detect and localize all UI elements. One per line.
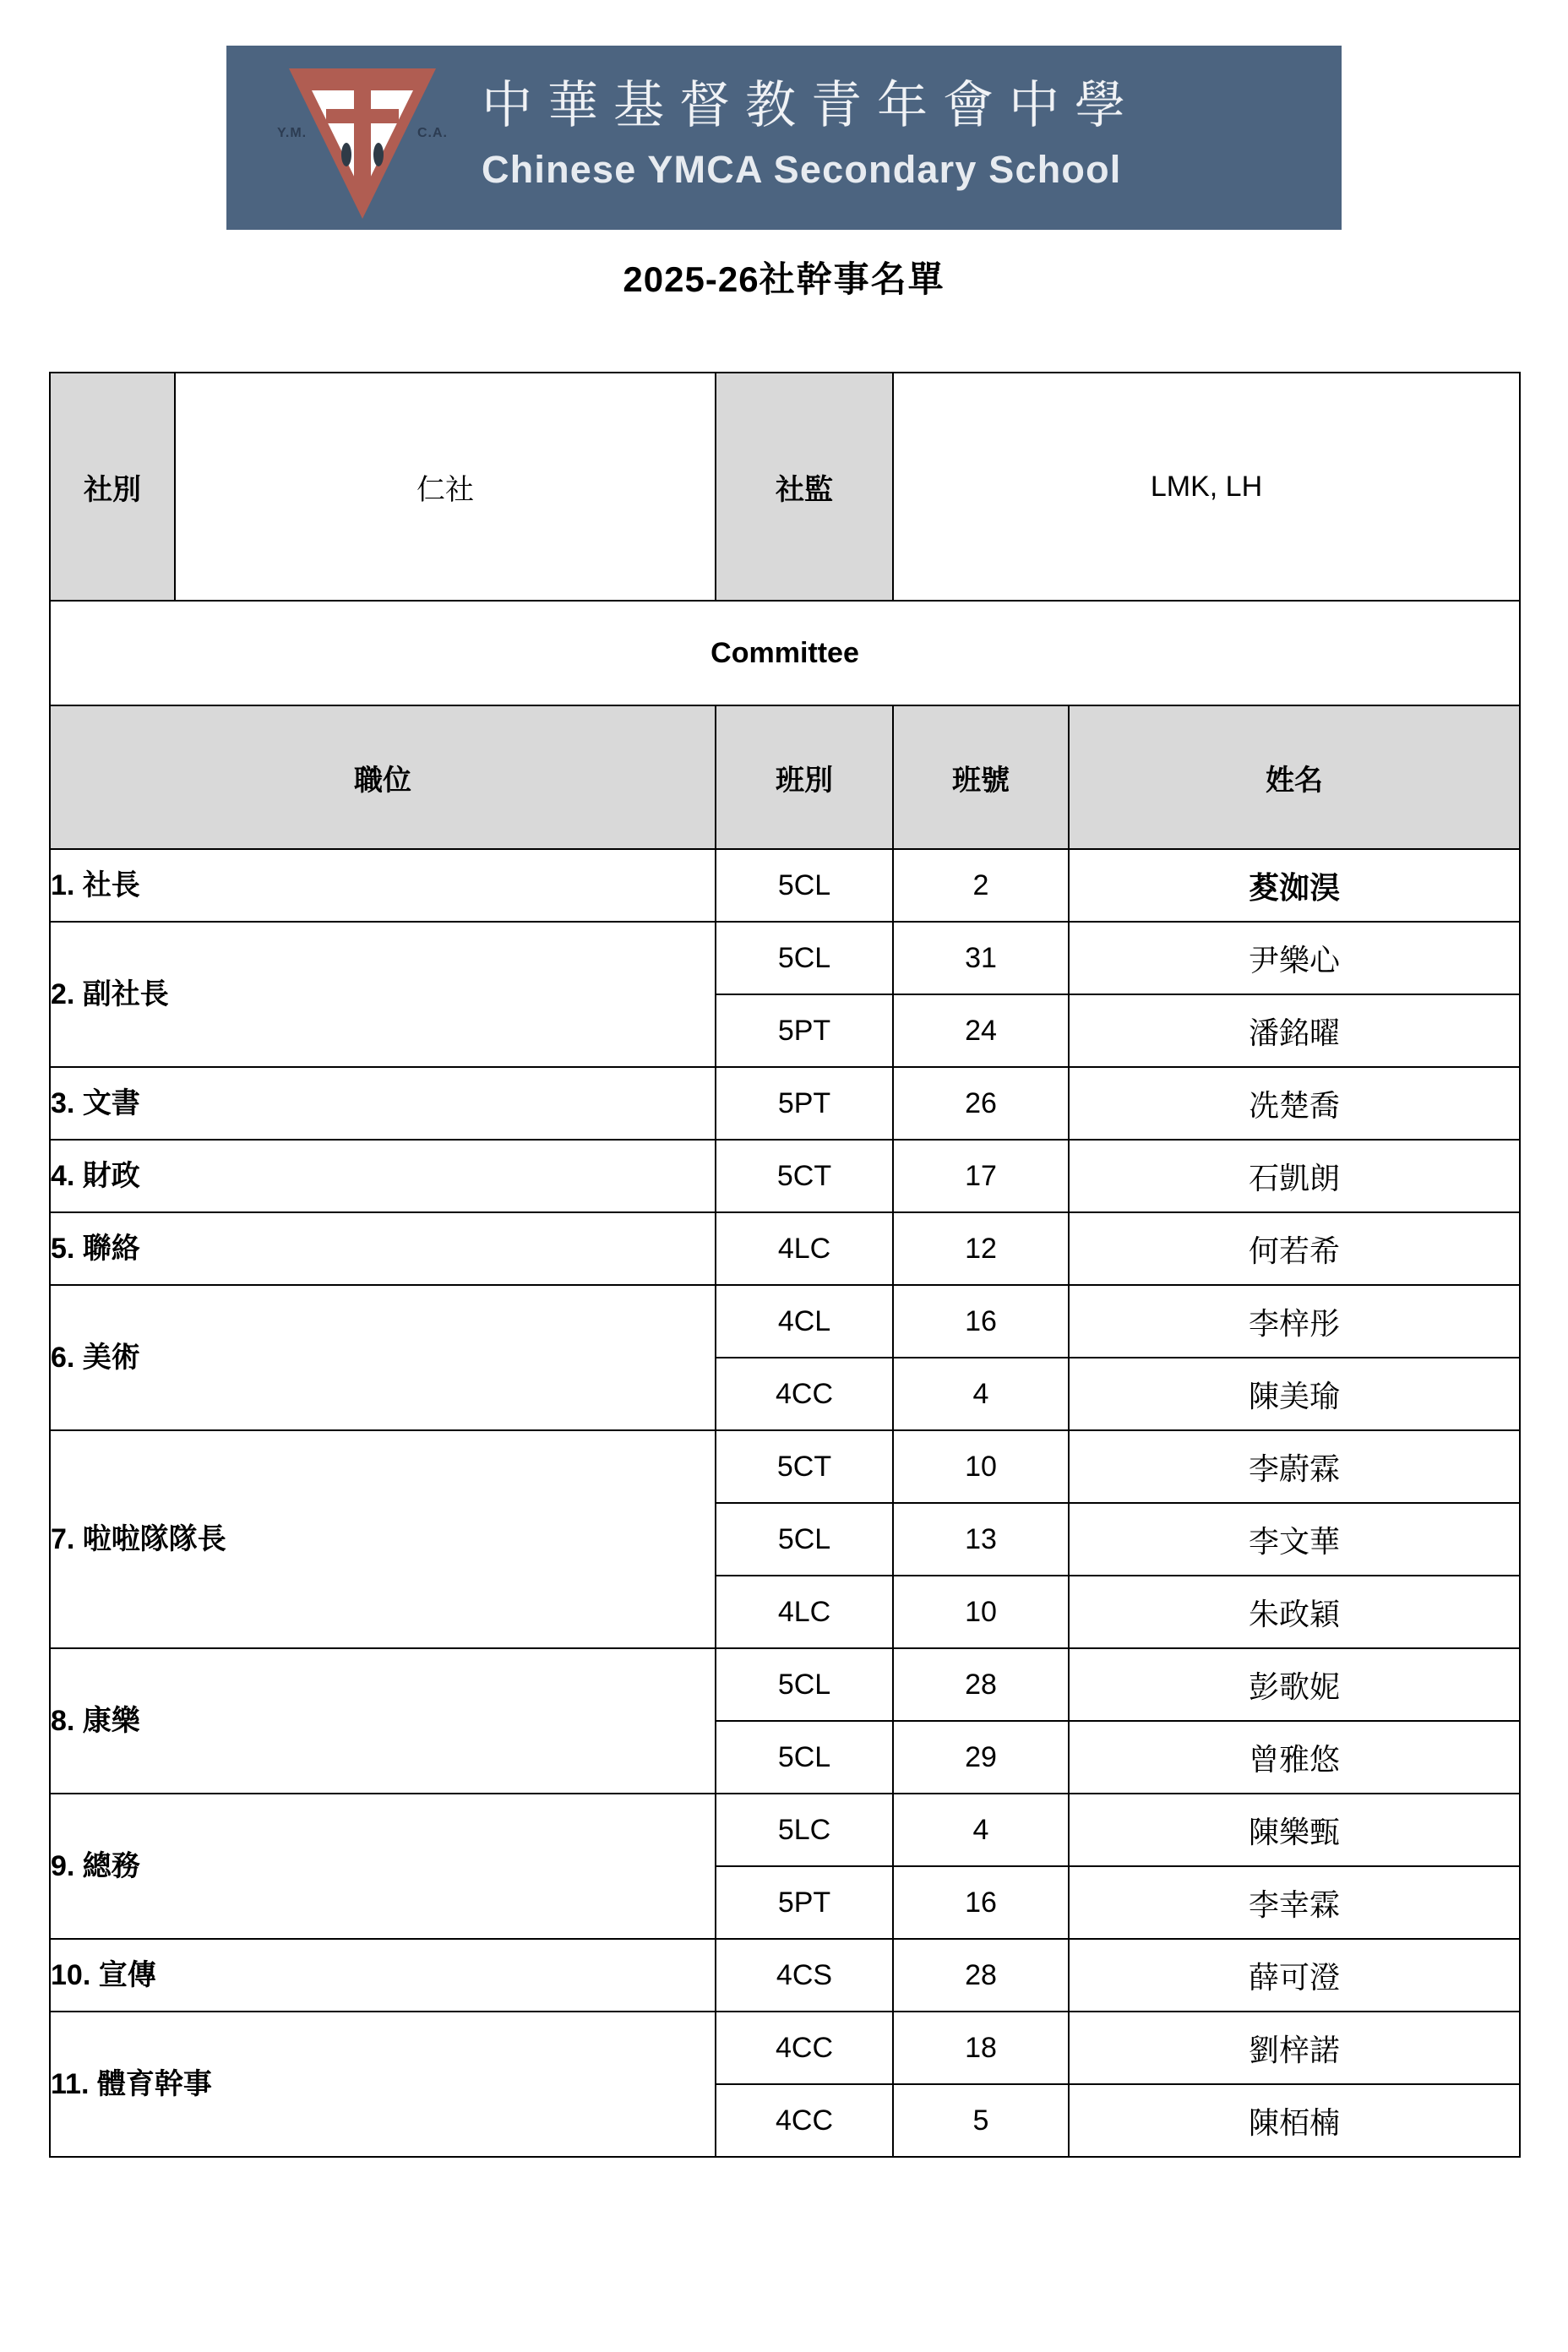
table-row: [50, 1430, 1520, 1503]
class-cell: 5CL: [716, 1648, 893, 1721]
supervisor-label-cell: 社監: [716, 373, 893, 601]
post-title-cell: 4. 財政: [50, 1140, 716, 1212]
school-name-english: Chinese YMCA Secondary School: [482, 148, 1122, 192]
student-name-cell: 劉梓諾: [1069, 2012, 1520, 2084]
class-cell: 5LC: [716, 1794, 893, 1866]
roster-table: [49, 372, 1521, 2158]
student-name-cell: 尹樂心: [1069, 922, 1520, 994]
column-header-class-no: 班號: [893, 705, 1069, 849]
column-header-post: 職位: [50, 705, 716, 849]
post-title-cell: 10. 宣傳: [50, 1939, 716, 2012]
committee-title-cell: Committee: [50, 601, 1520, 705]
class-number-cell: 26: [893, 1067, 1069, 1140]
class-cell: 4CC: [716, 2084, 893, 2157]
class-cell: 5CT: [716, 1430, 893, 1503]
student-name-cell: 李文華: [1069, 1503, 1520, 1576]
student-name-cell: 朱政穎: [1069, 1576, 1520, 1648]
class-number-cell: 17: [893, 1140, 1069, 1212]
class-number-cell: 5: [893, 2084, 1069, 2157]
class-number-cell: 10: [893, 1576, 1069, 1648]
column-header-name: 姓名: [1069, 705, 1520, 849]
class-number-cell: 18: [893, 2012, 1069, 2084]
post-title-cell: 1. 社長: [50, 849, 716, 922]
table-row: [50, 1285, 1520, 1358]
class-cell: 4CL: [716, 1285, 893, 1358]
class-cell: 4CC: [716, 2012, 893, 2084]
header-banner-wrapper: [0, 0, 1568, 230]
student-name-cell: 石凱朗: [1069, 1140, 1520, 1212]
class-number-cell: 31: [893, 922, 1069, 994]
school-header-banner: [226, 46, 1342, 230]
class-number-cell: 4: [893, 1794, 1069, 1866]
house-info-row: [50, 373, 1520, 601]
post-title-cell: 9. 總務: [50, 1794, 716, 1939]
class-cell: 5CT: [716, 1140, 893, 1212]
logo-text-left: Y.M.: [277, 126, 308, 140]
student-name-cell: 李蔚霖: [1069, 1430, 1520, 1503]
student-name-cell: 冼楚喬: [1069, 1067, 1520, 1140]
class-cell: 4LC: [716, 1576, 893, 1648]
table-row: [50, 1067, 1520, 1140]
table-row: [50, 1648, 1520, 1721]
class-number-cell: 13: [893, 1503, 1069, 1576]
post-title-cell: 7. 啦啦隊隊長: [50, 1430, 716, 1648]
student-name-cell: 陳樂甄: [1069, 1794, 1520, 1866]
class-number-cell: 24: [893, 994, 1069, 1067]
post-title-cell: 8. 康樂: [50, 1648, 716, 1794]
class-number-cell: 28: [893, 1648, 1069, 1721]
post-title-cell: 5. 聯絡: [50, 1212, 716, 1285]
roster-table-wrapper: [49, 372, 1519, 2158]
column-header-row: [50, 705, 1520, 849]
post-title-cell: 6. 美術: [50, 1285, 716, 1430]
page-title-text: 社幹事名單: [759, 259, 945, 299]
class-cell: 4CC: [716, 1358, 893, 1430]
school-name-block: [482, 76, 1141, 199]
page-title: [0, 252, 1568, 302]
logo-text-right: C.A.: [417, 126, 448, 140]
table-row: [50, 2012, 1520, 2084]
class-cell: 5PT: [716, 994, 893, 1067]
class-number-cell: 10: [893, 1430, 1069, 1503]
post-title-cell: 11. 體育幹事: [50, 2012, 716, 2157]
school-name-chinese: 中華基督教青年會中學: [482, 77, 1141, 134]
student-name-cell: 潘銘曜: [1069, 994, 1520, 1067]
student-name-cell: 李幸霖: [1069, 1866, 1520, 1939]
class-number-cell: 16: [893, 1285, 1069, 1358]
table-row: [50, 849, 1520, 922]
class-cell: 5CL: [716, 849, 893, 922]
table-row: [50, 1794, 1520, 1866]
class-number-cell: 4: [893, 1358, 1069, 1430]
column-header-class: 班別: [716, 705, 893, 849]
class-cell: 5CL: [716, 1503, 893, 1576]
post-title-cell: 2. 副社長: [50, 922, 716, 1067]
class-number-cell: 12: [893, 1212, 1069, 1285]
post-title-cell: 3. 文書: [50, 1067, 716, 1140]
table-row: [50, 1140, 1520, 1212]
student-name-cell: 曾雅悠: [1069, 1721, 1520, 1794]
class-number-cell: 28: [893, 1939, 1069, 2012]
house-value-cell: 仁社: [175, 373, 716, 601]
class-cell: 4LC: [716, 1212, 893, 1285]
student-name-cell: 何若希: [1069, 1212, 1520, 1285]
student-name-cell: 彭歌妮: [1069, 1648, 1520, 1721]
committee-title-row: [50, 601, 1520, 705]
table-row: [50, 1939, 1520, 2012]
table-row: [50, 922, 1520, 994]
ymca-logo: [274, 53, 451, 222]
class-cell: 4CS: [716, 1939, 893, 2012]
class-number-cell: 16: [893, 1866, 1069, 1939]
class-number-cell: 29: [893, 1721, 1069, 1794]
class-cell: 5PT: [716, 1067, 893, 1140]
student-name-cell: 陳栢楠: [1069, 2084, 1520, 2157]
student-name-cell: 陳美瑜: [1069, 1358, 1520, 1430]
supervisor-value-cell: LMK, LH: [893, 373, 1520, 601]
student-name-cell: 薛可澄: [1069, 1939, 1520, 2012]
student-name-cell: 李梓彤: [1069, 1285, 1520, 1358]
student-name-cell: 荾洳淏: [1069, 849, 1520, 922]
table-row: [50, 1212, 1520, 1285]
class-number-cell: 2: [893, 849, 1069, 922]
class-cell: 5CL: [716, 1721, 893, 1794]
house-label-cell: 社別: [50, 373, 175, 601]
class-cell: 5PT: [716, 1866, 893, 1939]
class-cell: 5CL: [716, 922, 893, 994]
page-title-year: 2025-26: [623, 259, 760, 299]
